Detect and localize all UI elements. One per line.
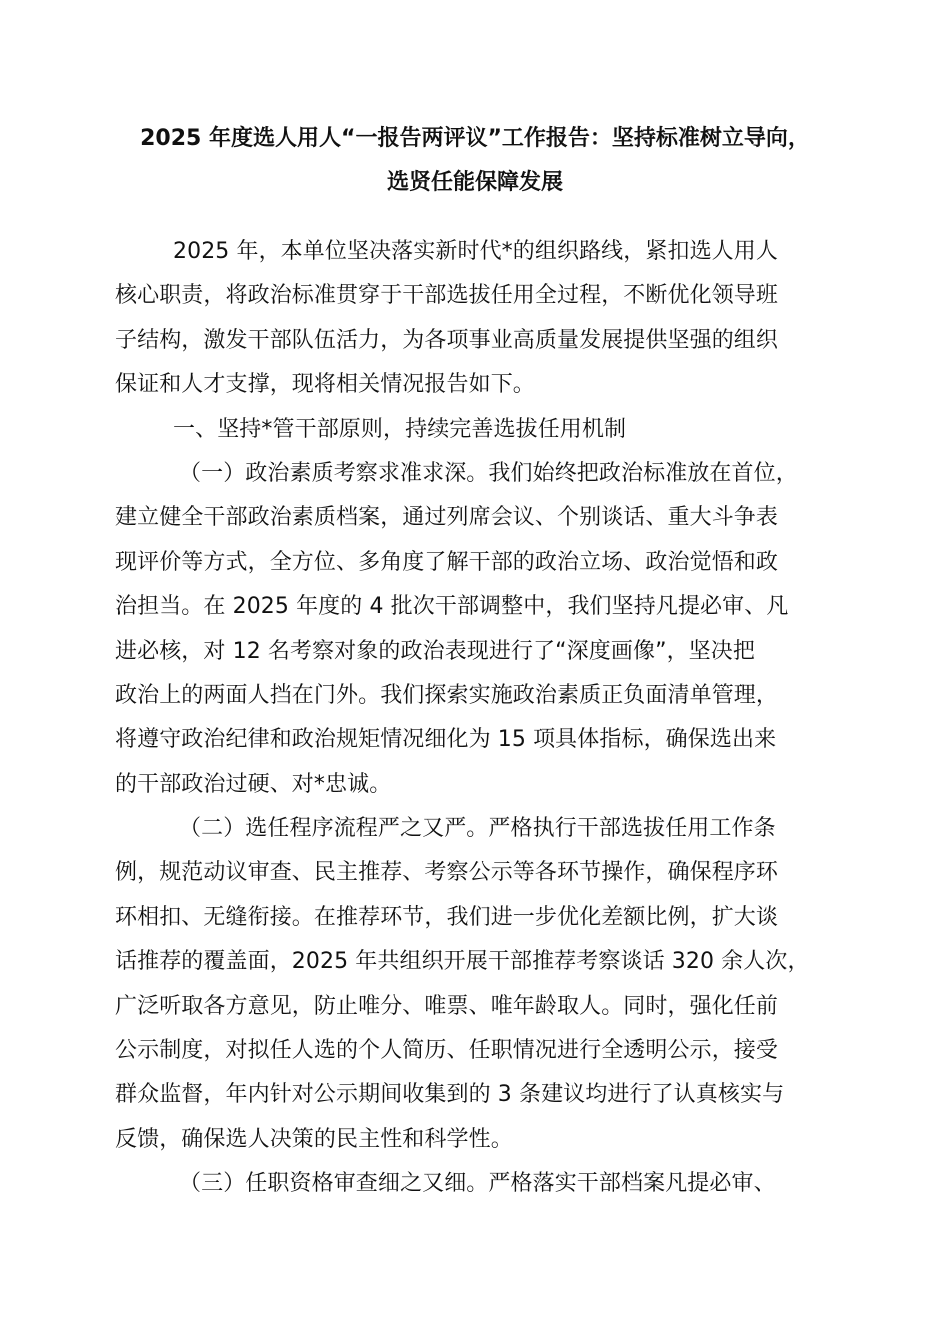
paragraph-line: 保证和人才支撑，现将相关情况报告如下。 [115, 372, 535, 398]
paragraph-line: 治担当。在 2025 年度的 4 批次干部调整中，我们坚持凡提必审、凡 [115, 594, 789, 620]
paragraph-line: 环相扣、无缝衔接。在推荐环节，我们进一步优化差额比例，扩大谈 [115, 904, 779, 930]
paragraph-line: 的干部政治过硬、对*忠诚。 [115, 771, 392, 797]
document-body [115, 230, 845, 1207]
paragraph-line: 群众监督，年内针对公示期间收集到的 3 条建议均进行了认真核实与 [115, 1082, 785, 1108]
paragraph-line: 将遵守政治纪律和政治规矩情况细化为 15 项具体指标，确保选出来 [115, 727, 777, 753]
paragraph-line: 公示制度，对拟任人选的个人简历、任职情况进行全透明公示，接受 [115, 1038, 779, 1064]
paragraph-line: 话推荐的覆盖面，2025 年共组织开展干部推荐考察谈话 320 余人次， [115, 949, 810, 975]
title-line-1: 2025 年度选人用人“一报告两评议”工作报告：坚持标准树立导向， [140, 126, 810, 151]
document-title [100, 117, 850, 205]
paragraph-line: 2025 年，本单位坚决落实新时代*的组织路线，紧扣选人用人 [173, 239, 778, 264]
paragraph-line: 核心职责，将政治标准贯穿于干部选拔任用全过程，不断优化领导班 [115, 283, 779, 309]
paragraph-line: 反馈，确保选人决策的民主性和科学性。 [115, 1126, 513, 1152]
paragraph-line: 子结构，激发干部队伍活力，为各项事业高质量发展提供坚强的组织 [115, 327, 779, 353]
paragraph-line: （二）选任程序流程严之又严。严格执行干部选拔任用工作条 [179, 816, 776, 842]
paragraph-line: 政治上的两面人挡在门外。我们探索实施政治素质正负面清单管理， [115, 682, 779, 708]
paragraph-line: 广泛听取各方意见，防止唯分、唯票、唯年龄取人。同时，强化任前 [115, 993, 779, 1019]
paragraph-line: 进必核，对 12 名考察对象的政治表现进行了“深度画像”，坚决把 [115, 638, 755, 664]
paragraph-line: （一）政治素质考察求准求深。我们始终把政治标准放在首位， [179, 460, 798, 486]
paragraph-line: （三）任职资格审查细之又细。严格落实干部档案凡提必审、 [179, 1171, 776, 1197]
paragraph-line: 现评价等方式，全方位、多角度了解干部的政治立场、政治觉悟和政 [115, 549, 779, 575]
paragraph-line: 例，规范动议审查、民主推荐、考察公示等各环节操作，确保程序环 [115, 860, 779, 886]
paragraph-line: 建立健全干部政治素质档案，通过列席会议、个别谈话、重大斗争表 [115, 505, 779, 531]
title-line-2: 选贤任能保障发展 [386, 170, 563, 195]
section-heading: 一、坚持*管干部原则，持续完善选拔任用机制 [173, 416, 627, 442]
